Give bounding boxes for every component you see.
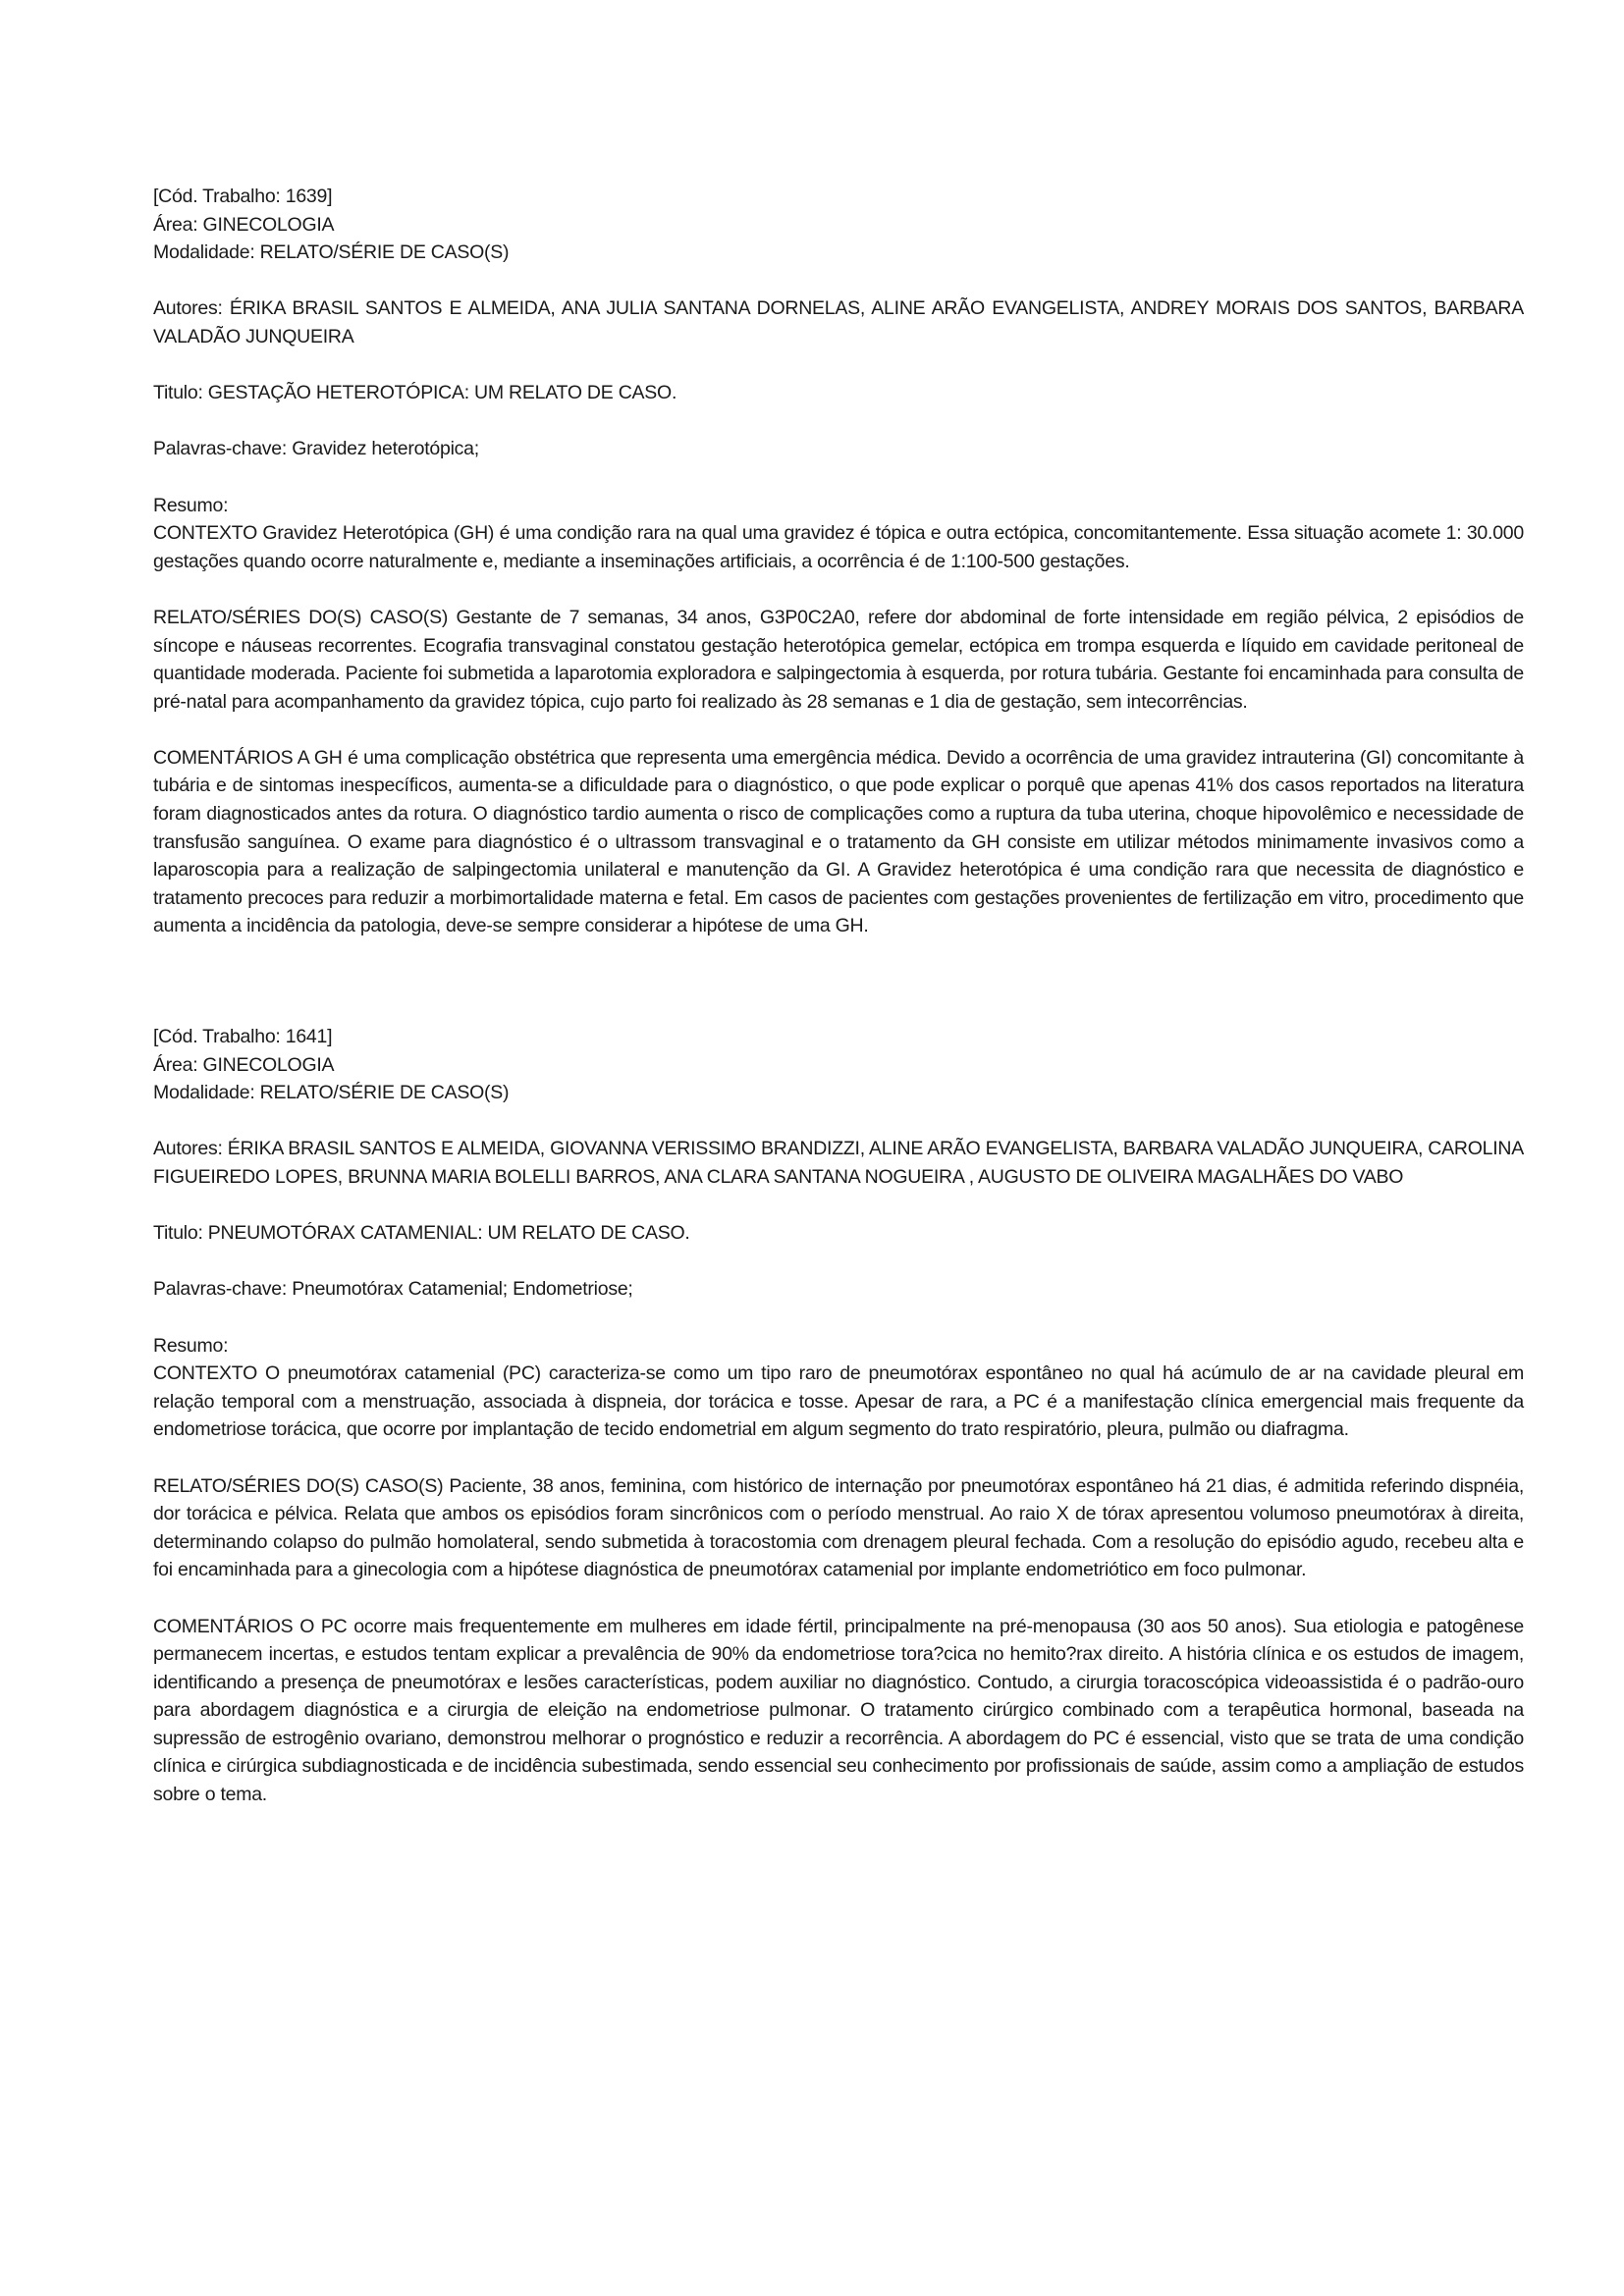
spacer	[153, 407, 1524, 436]
comentarios-paragraph: COMENTÁRIOS O PC ocorre mais frequentemente em mulheres em idade fértil, principalmente na pré-menopausa (30 aos 50 anos). Sua etiologia e patogênese permanecem incertas, e estudos tentam explicar a prevalência de 90% da endometriose tora?cica no hemito?rax direito. A história clínica e os estudos de imagem, identificando a presença de pneumotórax e lesões características, podem auxiliar no diagnóstico. Contudo, a cirurgia toracoscópica videoassistida é o padrão-ouro para abordagem diagnóstica e a cirurgia de eleição na endometriose pulmonar. O tratamento cirúrgico combinado com a terapêutica hormonal, baseada na supressão de estrogênio ovariano, demonstrou melhorar o prognóstico e reduzir a recorrência. A abordagem do PC é essencial, visto que se trata de uma condição clínica e cirúrgica subdiagnosticada e de incidência subestimada, sendo essencial seu conhecimento por profissionais de saúde, assim como a ampliação de estudos sobre o tema.	[153, 1615, 1524, 1806]
relato-paragraph: RELATO/SÉRIES DO(S) CASO(S) Gestante de 7 semanas, 34 anos, G3P0C2A0, refere dor abdominal de forte intensidade em região pélvica, 2 episódios de síncope e náuseas recorrentes. Ecografia transvaginal constatou gestação heterotópica gemelar, ectópica em trompa esquerda e líquido em cavidade peritoneal de quantidade moderada. Paciente foi submetida a laparotomia exploradora e salpingectomia à esquerda, por rotura tubária. Gestante foi encaminhada para consulta de pré-natal para acompanhamento da gravidez tópica, cujo parto foi realizado às 28 semanas e 1 dia de gestação, sem intecorrências.	[153, 606, 1524, 713]
spacer	[153, 1248, 1524, 1276]
modalidade: Modalidade: RELATO/SÉRIE DE CASO(S)	[153, 241, 510, 264]
contexto-paragraph: CONTEXTO Gravidez Heterotópica (GH) é uma condição rara na qual uma gravidez é tópica e outra ectópica, concomitantemente. Essa situação acomete 1: 30.000 gestações quando ocorre naturalmente e, mediante a inseminações artificiais, a ocorrência é de 1:100-500 gestações.	[153, 522, 1524, 572]
abstract-1639	[153, 183, 1524, 940]
resumo-label: Resumo:	[153, 494, 229, 516]
area: Área: GINECOLOGIA	[153, 1053, 335, 1076]
spacer	[153, 1584, 1524, 1613]
spacer	[153, 716, 1524, 744]
authors: Autores: ÉRIKA BRASIL SANTOS E ALMEIDA, ANA JULIA SANTANA DORNELAS, ALINE ARÃO EVANGELISTA, ANDREY MORAIS DOS SANTOS, BARBARA VALADÃO JUNQUEIRA	[153, 297, 1524, 347]
spacer	[153, 463, 1524, 492]
spacer	[153, 1444, 1524, 1472]
relato-paragraph: RELATO/SÉRIES DO(S) CASO(S) Paciente, 38 anos, feminina, com histórico de internação por pneumotórax espontâneo há 21 dias, é admitida referindo dispnéia, dor torácica e pélvica. Relata que ambos os episódios foram sincrônicos com o período menstrual. Ao raio X de tórax apresentou volumoso pneumotórax à direita, determinando colapso do pulmão homolateral, sendo submetida à toracostomia com drenagem pleural fechada. Com a resolução do episódio agudo, recebeu alta e foi encaminhada para a ginecologia com a hipótese diagnóstica de pneumotórax catamenial por implante endometriótico em foco pulmonar.	[153, 1474, 1524, 1581]
area: Área: GINECOLOGIA	[153, 213, 335, 236]
spacer	[153, 267, 1524, 295]
spacer	[153, 1192, 1524, 1220]
title: Titulo: GESTAÇÃO HETEROTÓPICA: UM RELATO DE CASO.	[153, 382, 677, 404]
work-code: [Cód. Trabalho: 1641]	[153, 1026, 333, 1048]
work-code: [Cód. Trabalho: 1639]	[153, 186, 333, 207]
spacer	[153, 575, 1524, 604]
document-page	[153, 183, 1524, 1809]
spacer	[153, 1304, 1524, 1332]
spacer	[153, 351, 1524, 380]
contexto-paragraph: CONTEXTO O pneumotórax catamenial (PC) caracteriza-se como um tipo raro de pneumotórax espontâneo no qual há acúmulo de ar na cavidade pleural em relação temporal com a menstruação, associada à dispneia, dor torácica e tosse. Apesar de rara, a PC é a manifestação clínica emergencial mais frequente da endometriose torácica, que ocorre por implantação de tecido endometrial em algum segmento do trato respiratório, pleura, pulmão ou diafragma.	[153, 1362, 1524, 1441]
title: Titulo: PNEUMOTÓRAX CATAMENIAL: UM RELATO DE CASO.	[153, 1222, 690, 1245]
keywords: Palavras-chave: Gravidez heterotópica;	[153, 438, 479, 460]
resumo-label: Resumo:	[153, 1334, 229, 1357]
spacer	[153, 1107, 1524, 1136]
keywords: Palavras-chave: Pneumotórax Catamenial; Endometriose;	[153, 1278, 633, 1301]
comentarios-paragraph: COMENTÁRIOS A GH é uma complicação obstétrica que representa uma emergência médica. Devido a ocorrência de uma gravidez intrauterina (GI) concomitante à tubária e de sintomas inespecíficos, aumenta-se a dificuldade para o diagnóstico, o que pode explicar o porquê que apenas 41% dos casos reportados na literatura foram diagnosticados antes da rotura. O diagnóstico tardio aumenta o risco de complicações como a ruptura da tuba uterina, choque hipovolêmico e necessidade de transfusão sanguínea. O exame para diagnóstico é o ultrassom transvaginal e o tratamento da GH consiste em utilizar métodos minimamente invasivos como a laparoscopia para a realização de salpingectomia unilateral e manutenção da GI. A Gravidez heterotópica é uma condição rara que necessita de diagnóstico e tratamento precoces para reduzir a morbimortalidade materna e fetal. Em casos de pacientes com gestações provenientes de fertilização em vitro, procedimento que aumenta a incidência da patologia, deve-se sempre considerar a hipótese de uma GH.	[153, 746, 1524, 937]
modalidade: Modalidade: RELATO/SÉRIE DE CASO(S)	[153, 1082, 510, 1104]
abstract-1641	[153, 1023, 1524, 1809]
authors: Autores: ÉRIKA BRASIL SANTOS E ALMEIDA, GIOVANNA VERISSIMO BRANDIZZI, ALINE ARÃO EVANGELISTA, BARBARA VALADÃO JUNQUEIRA, CAROLINA FIGUEIREDO LOPES, BRUNNA MARIA BOLELLI BARROS, ANA CLARA SANTANA NOGUEIRA , AUGUSTO DE OLIVEIRA MAGALHÃES DO VABO	[153, 1138, 1524, 1188]
